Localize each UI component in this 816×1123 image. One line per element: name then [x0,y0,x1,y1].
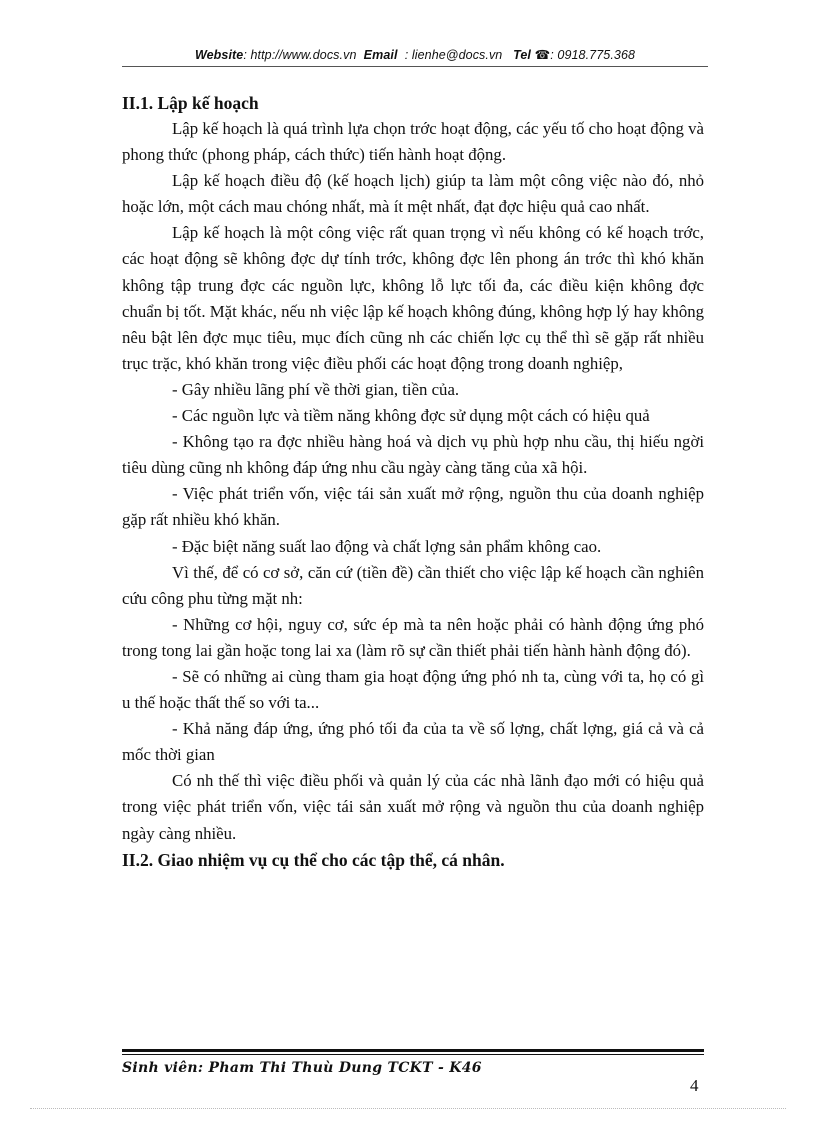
bullet-item: - Các nguồn lực và tiềm năng không đợc sử dụng một cách có hiệu quả [172,406,650,426]
main-content [122,90,704,873]
section-heading-1: II.1. Lập kế hoạch [122,93,259,113]
telephone-icon: ☎ [534,48,551,62]
paragraph: Vì thế, để có cơ sở, căn cứ (tiền đề) cần thiết cho việc lập kế hoạch cần nghiên cứu công phu từng mặt nh: [122,562,704,608]
email-value: : lienhe@docs.vn [404,48,503,62]
bullet-item: - Sẽ có những ai cùng tham gia hoạt động ứng phó nh ta, cùng với ta, họ có gì u thế hoặc thất thế so với ta... [122,666,704,713]
bullet-item: - Những cơ hội, nguy cơ, sức ép mà ta nên hoặc phải có hành động ứng phó trong tong lai gần hoặc tong lai xa (làm rõ sự cần thiết phải tiến hành hành động đó). [122,614,704,660]
page-header [122,47,708,62]
footer-author: Sinh viên: Pham Thi Thuù Dung TCKT - K46 [122,1060,482,1076]
email-label: Email [363,48,398,62]
header-divider [122,66,708,67]
bullet-item: - Khả năng đáp ứng, ứng phó tối đa của ta về số lợng, chất lợng, giá cả và cả mốc thời gian [122,719,704,765]
paragraph: Lập kế hoạch là quá trình lựa chọn trớc hoạt động, các yếu tố cho hoạt động và phong thức (phong pháp, cách thức) tiến hành hoạt động. [122,119,704,165]
bullet-item: - Gây nhiều lãng phí về thời gian, tiền của. [172,379,460,399]
footer-divider-thick [122,1049,704,1052]
tel-value: : 0918.775.368 [550,48,636,62]
bullet-item: - Việc phát triển vốn, việc tái sản xuất mở rộng, nguồn thu của doanh nghiệp gặp rất nhiều khó khăn. [122,484,704,530]
page-bottom-border [30,1108,786,1109]
tel-label: Tel [513,48,531,62]
bullet-item: - Không tạo ra đợc nhiều hàng hoá và dịch vụ phù hợp nhu cầu, thị hiếu ngời tiêu dùng cũng nh không đáp ứng nhu cầu ngày càng tăng của xã hội. [122,432,704,478]
bullet-item: - Đặc biệt năng suất lao động và chất lợng sản phẩm không cao. [172,536,602,556]
website-value: : http://www.docs.vn [243,48,357,62]
website-label: Website [194,48,244,62]
paragraph: Có nh thế thì việc điều phối và quản lý của các nhà lãnh đạo mới có hiệu quả trong việc phát triển vốn, việc tái sản xuất mở rộng và nguồn thu của doanh nghiệp ngày càng nhiều. [122,771,704,843]
paragraph: Lập kế hoạch là một công việc rất quan trọng vì nếu không có kế hoạch trớc, các hoạt động sẽ không đợc dự tính trớc, không đợc lên phong án trớc thì khó khăn không tập trung đợc các nguồn lực, không lỗ lực tối đa, các điều kiện không đợc chuẩn bị tốt. Mặt khác, nếu nh việc lập kế hoạch không đúng, không hợp lý hay không nêu bật lên đợc mục tiêu, mục đích cũng nh các chiến lợc cụ thể thì sẽ gặp rất nhiều trục trặc, khó khăn trong việc điều phối các hoạt động trong doanh nghiệp, [122,223,704,373]
section-heading-2: II.2. Giao nhiệm vụ cụ thể cho các tập thể, cá nhân. [122,849,505,870]
page-number: 4 [690,1076,699,1095]
footer-divider-thin [122,1054,704,1055]
paragraph: Lập kế hoạch điều độ (kế hoạch lịch) giúp ta làm một công việc nào đó, nhỏ hoặc lớn, một cách mau chóng nhất, mà ít mệt nhất, đạt đợc hiệu quả cao nhất. [122,171,704,217]
